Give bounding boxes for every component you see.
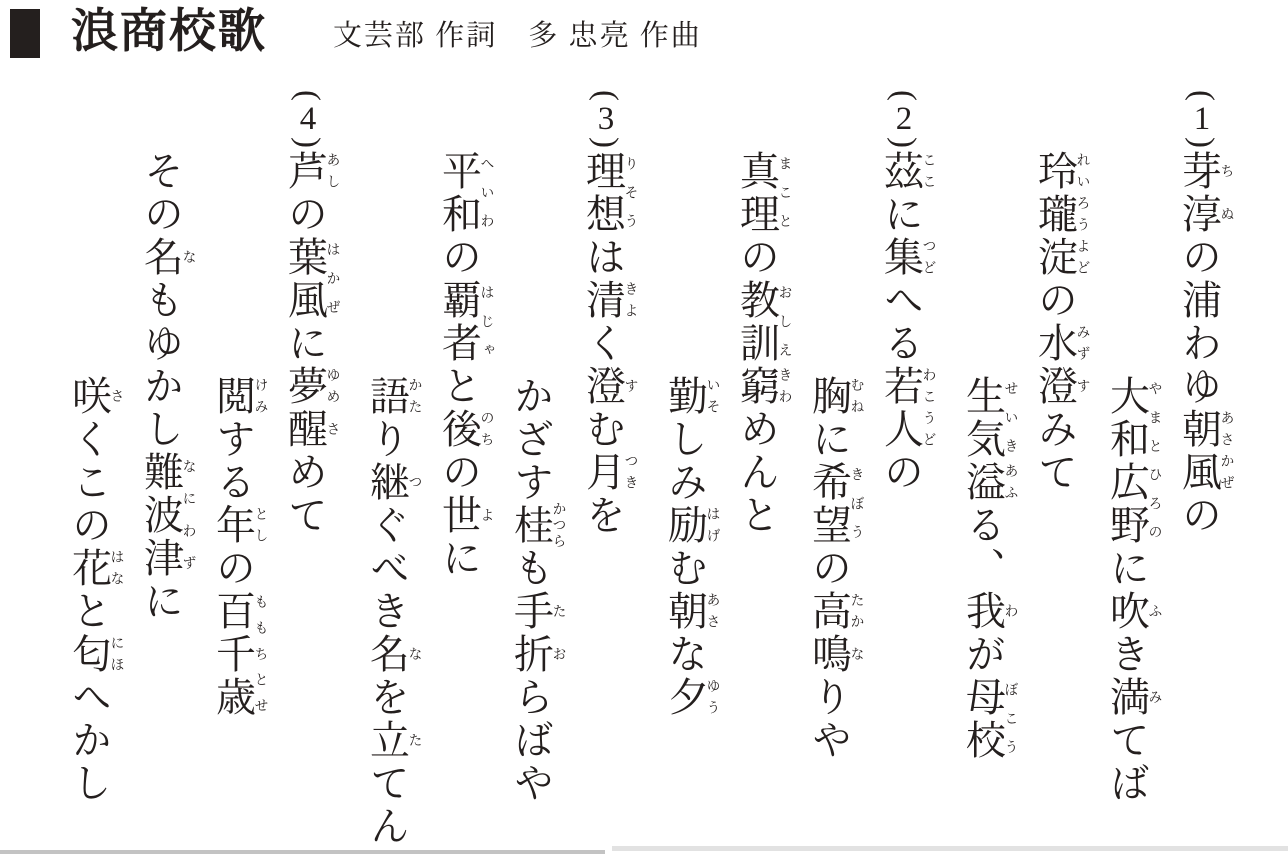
furigana: たか bbox=[848, 590, 864, 633]
lyric-text: に bbox=[138, 580, 184, 623]
lyric-text: めて bbox=[282, 451, 328, 537]
lyric-text: る、 bbox=[960, 504, 1006, 590]
lyric-segment: 窮きわ bbox=[734, 365, 792, 408]
header bbox=[10, 8, 702, 58]
divider-right bbox=[612, 846, 1288, 851]
lyric-text: を bbox=[364, 676, 410, 719]
lyric-text: と bbox=[436, 365, 482, 408]
lyric-text: の bbox=[210, 547, 256, 590]
lyric-text: らばや bbox=[508, 676, 554, 805]
lyric-line bbox=[349, 150, 421, 852]
lyric-line bbox=[493, 150, 565, 852]
furigana: す bbox=[622, 365, 638, 408]
furigana: のち bbox=[478, 408, 494, 451]
furigana: かた bbox=[406, 375, 422, 418]
lyric-text: かざす bbox=[508, 375, 554, 504]
lyric-segment: 教訓おしえ bbox=[734, 279, 792, 365]
lyric-line bbox=[1161, 90, 1234, 852]
lyric-segment: 世よ bbox=[436, 494, 494, 537]
furigana: つど bbox=[920, 236, 936, 279]
close-paren: ) bbox=[886, 137, 922, 148]
lyric-text: する bbox=[210, 418, 256, 504]
lyric-segment: 澄す bbox=[580, 365, 638, 408]
lyric-line bbox=[51, 150, 123, 852]
lyric-segment: 吹ふ bbox=[1104, 590, 1162, 633]
lyric-text: へる bbox=[878, 279, 924, 365]
lyric-segment: 高たか bbox=[806, 590, 864, 633]
bullet-square-icon bbox=[10, 9, 40, 58]
furigana: はかぜ bbox=[324, 236, 340, 322]
lyric-text: めんと bbox=[734, 408, 780, 537]
furigana: ふ bbox=[1146, 590, 1162, 633]
furigana: あふ bbox=[1002, 461, 1018, 504]
lyric-segment: 花はな bbox=[66, 547, 124, 590]
lyric-line bbox=[945, 150, 1017, 852]
lyric-segment: 覇者はじゃ bbox=[436, 279, 494, 365]
furigana: な bbox=[180, 236, 196, 279]
lyric-text: も bbox=[508, 547, 554, 590]
verse-digit: 2 bbox=[886, 101, 922, 137]
furigana: さ bbox=[108, 375, 124, 418]
furigana: にほ bbox=[108, 633, 124, 676]
lyric-line bbox=[565, 90, 638, 852]
lyric-text: てん bbox=[364, 762, 410, 848]
furigana: なにわず bbox=[180, 451, 196, 580]
lyric-text: き bbox=[1104, 633, 1150, 676]
verse bbox=[647, 90, 936, 852]
lyric-segment: 勤いそ bbox=[662, 375, 720, 418]
lyric-segment: 桂かつら bbox=[508, 501, 566, 550]
lyric-text: に bbox=[282, 322, 328, 365]
open-paren: ( bbox=[290, 90, 326, 101]
close-paren: ) bbox=[1184, 137, 1220, 148]
furigana: いそ bbox=[704, 375, 720, 418]
furigana: よ bbox=[478, 494, 494, 537]
lyric-segment: 年とし bbox=[210, 504, 268, 547]
lyric-text: の bbox=[436, 451, 482, 494]
lyric-segment: 励はげ bbox=[662, 504, 720, 547]
lyric-text: む bbox=[580, 408, 626, 451]
open-paren: ( bbox=[588, 90, 624, 101]
close-paren: ) bbox=[588, 137, 624, 148]
furigana: あさ bbox=[704, 590, 720, 633]
verse-number bbox=[289, 90, 325, 148]
furigana: わ bbox=[1002, 590, 1018, 633]
lyric-text: は bbox=[580, 236, 626, 279]
lyric-text: く bbox=[580, 322, 626, 365]
lyric-segment: 芽淳ちぬ bbox=[1176, 150, 1234, 236]
lyric-text: に bbox=[878, 193, 924, 236]
verse-digit: 3 bbox=[588, 101, 624, 137]
furigana: お bbox=[550, 633, 566, 676]
lyric-segment: 大和広野やまとひろの bbox=[1104, 375, 1162, 547]
verse bbox=[349, 90, 638, 852]
lyric-text: の bbox=[806, 547, 852, 590]
page-title: 浪商校歌 bbox=[71, 6, 267, 58]
lyric-text: しみ bbox=[662, 418, 708, 504]
furigana: はげ bbox=[704, 504, 720, 547]
furigana: きよ bbox=[622, 279, 638, 322]
verse-number bbox=[587, 90, 623, 148]
lyric-segment: 玲瓏淀れいろうよど bbox=[1032, 150, 1090, 279]
lyric-segment: 百千歳ももちとせ bbox=[210, 590, 268, 719]
furigana: な bbox=[848, 633, 864, 676]
lyric-segment: 満み bbox=[1104, 676, 1162, 719]
lyric-line bbox=[421, 150, 493, 852]
furigana: ゆめ bbox=[324, 365, 340, 408]
furigana: さ bbox=[324, 408, 340, 451]
divider-left bbox=[0, 850, 605, 854]
lyric-line bbox=[1017, 150, 1089, 852]
lyric-text: に bbox=[806, 418, 852, 461]
lyric-text: みて bbox=[1032, 408, 1078, 494]
lyric-segment: 咲さ bbox=[66, 375, 124, 418]
lyric-segment: 閲けみ bbox=[210, 375, 268, 418]
lyric-text: くこの bbox=[66, 418, 112, 547]
verse bbox=[945, 90, 1234, 852]
lyric-text: の bbox=[282, 193, 328, 236]
furigana: はじゃ bbox=[478, 279, 494, 365]
lyric-segment: 胸むね bbox=[806, 375, 864, 418]
lyric-line bbox=[791, 150, 863, 852]
furigana: す bbox=[1074, 365, 1090, 408]
lyric-text: その bbox=[138, 150, 184, 236]
verse-digit: 1 bbox=[1184, 101, 1220, 137]
lyric-segment: 朝風あさかぜ bbox=[1176, 408, 1234, 494]
lyric-text: の bbox=[436, 236, 482, 279]
lyric-segment: 難波津なにわず bbox=[138, 451, 196, 580]
lyric-text: に bbox=[1104, 547, 1150, 590]
verse-number bbox=[1183, 90, 1219, 148]
lyric-segment: 後のち bbox=[436, 408, 494, 451]
lyric-line bbox=[1089, 150, 1161, 852]
lyrics bbox=[51, 90, 1234, 852]
lyric-segment: 清きよ bbox=[580, 279, 638, 322]
lyric-text: の浦わゆ bbox=[1176, 236, 1222, 408]
lyric-text: な bbox=[662, 633, 708, 676]
furigana: た bbox=[406, 719, 422, 762]
lyric-text: に bbox=[436, 537, 482, 580]
lyric-text: り bbox=[364, 418, 410, 461]
open-paren: ( bbox=[886, 90, 922, 101]
lyric-text: の bbox=[1176, 494, 1222, 537]
furigana: みず bbox=[1074, 322, 1090, 365]
lyric-segment: 継つ bbox=[364, 461, 422, 504]
lyric-segment: 名な bbox=[138, 236, 196, 279]
furigana: ちぬ bbox=[1218, 150, 1234, 236]
furigana: ももちとせ bbox=[252, 590, 268, 719]
lyric-text: もゆかし bbox=[138, 279, 184, 451]
lyric-text: を bbox=[580, 494, 626, 537]
verse-number bbox=[885, 90, 921, 148]
furigana: あし bbox=[324, 150, 340, 193]
lyric-segment: 溢あふ bbox=[960, 461, 1018, 504]
close-paren: ) bbox=[290, 137, 326, 148]
furigana: おしえ bbox=[776, 279, 792, 365]
lyric-segment: 折お bbox=[508, 633, 566, 676]
lyric-segment: 夕ゆう bbox=[662, 676, 720, 719]
lyric-segment: 母校ぼこう bbox=[960, 676, 1018, 762]
lyric-segment: 理想りそう bbox=[580, 150, 638, 236]
lyric-text: りや bbox=[806, 676, 852, 762]
furigana: きわ bbox=[776, 365, 792, 408]
lyric-line bbox=[863, 90, 936, 852]
lyric-segment: 生気せいき bbox=[960, 375, 1018, 461]
lyric-line bbox=[647, 150, 719, 852]
lyric-line bbox=[195, 150, 267, 852]
lyric-text: む bbox=[662, 547, 708, 590]
furigana: ゆう bbox=[704, 676, 720, 719]
furigana: あさかぜ bbox=[1218, 408, 1234, 494]
lyric-segment: 名な bbox=[364, 633, 422, 676]
furigana: み bbox=[1146, 676, 1162, 719]
lyric-text: の bbox=[878, 451, 924, 494]
furigana: りそう bbox=[622, 150, 638, 236]
furigana: れいろうよど bbox=[1074, 150, 1090, 279]
lyric-segment: 水みず bbox=[1032, 322, 1090, 365]
furigana: かつら bbox=[550, 501, 566, 550]
lyric-text: の bbox=[734, 236, 780, 279]
lyric-segment: 手た bbox=[508, 590, 566, 633]
furigana: な bbox=[406, 633, 422, 676]
furigana: まこと bbox=[776, 150, 792, 236]
lyric-segment: 匂にほ bbox=[66, 633, 124, 676]
lyric-segment: 集つど bbox=[878, 236, 936, 279]
verse bbox=[51, 90, 340, 852]
lyric-line bbox=[267, 90, 340, 852]
furigana: た bbox=[550, 590, 566, 633]
verse-digit: 4 bbox=[290, 101, 326, 137]
lyric-line bbox=[719, 150, 791, 852]
lyric-text: が bbox=[960, 633, 1006, 676]
lyric-text: と bbox=[66, 590, 112, 633]
furigana: はな bbox=[108, 547, 124, 590]
lyric-segment: 真理まこと bbox=[734, 150, 792, 236]
furigana: つき bbox=[622, 451, 638, 494]
furigana: けみ bbox=[252, 375, 268, 418]
lyric-text: へかし bbox=[66, 676, 112, 805]
lyric-text: の bbox=[1032, 279, 1078, 322]
lyric-segment: 澄す bbox=[1032, 365, 1090, 408]
open-paren: ( bbox=[1184, 90, 1220, 101]
lyric-segment: 茲ここ bbox=[878, 150, 936, 193]
furigana: せいき bbox=[1002, 375, 1018, 461]
lyric-segment: 葉風はかぜ bbox=[282, 236, 340, 322]
lyric-segment: 希望きぼう bbox=[806, 461, 864, 547]
lyric-segment: 芦あし bbox=[282, 150, 340, 193]
lyric-segment: 若人わこうど bbox=[878, 365, 936, 451]
lyric-segment: 立た bbox=[364, 719, 422, 762]
lyric-text: ぐべき bbox=[364, 504, 410, 633]
furigana: ぼこう bbox=[1002, 676, 1018, 762]
furigana: ここ bbox=[920, 150, 936, 193]
lyric-segment: 醒さ bbox=[282, 408, 340, 451]
furigana: つ bbox=[406, 461, 422, 504]
lyric-text: てば bbox=[1104, 719, 1150, 805]
lyric-line bbox=[123, 150, 195, 852]
lyric-segment: 平和へいわ bbox=[436, 150, 494, 236]
furigana: わこうど bbox=[920, 365, 936, 451]
furigana: へいわ bbox=[478, 150, 494, 236]
credits-line: 文芸部 作詞 多 忠亮 作曲 bbox=[333, 19, 702, 52]
furigana: やまとひろの bbox=[1146, 375, 1162, 547]
lyric-segment: 語かた bbox=[364, 375, 422, 418]
lyric-segment: 我わ bbox=[960, 590, 1018, 633]
furigana: むね bbox=[848, 375, 864, 418]
lyric-segment: 鳴な bbox=[806, 633, 864, 676]
lyric-segment: 月つき bbox=[580, 451, 638, 494]
furigana: とし bbox=[252, 504, 268, 547]
lyric-segment: 朝あさ bbox=[662, 590, 720, 633]
lyric-segment: 夢ゆめ bbox=[282, 365, 340, 408]
furigana: きぼう bbox=[848, 461, 864, 547]
